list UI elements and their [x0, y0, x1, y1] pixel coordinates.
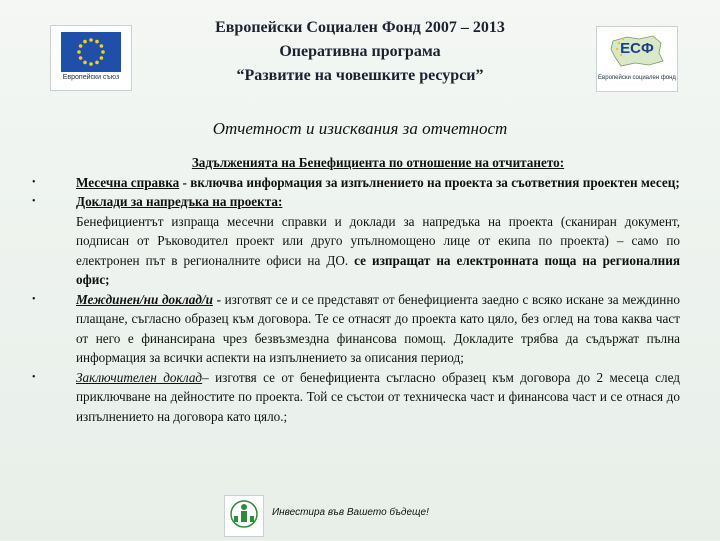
obligations-heading: Задълженията на Бенефициента по отношение на отчитането:	[191, 155, 565, 170]
header-title-line3: “Развитие на човешките ресурси”	[236, 67, 484, 84]
interim-report-separator: -	[212, 291, 221, 307]
header-title-line1: Европейски Социален Фонд 2007 – 2013	[215, 19, 505, 36]
header-title	[140, 16, 580, 88]
interim-report-text: изготвят се и се представят от бенефициента заедно с всяко искане за междинно плащане, съгласно образец към договора. Те се отнасят до проекта като цяло, без оглед на това каква част от него е финансирана чрез безвъзмездна финансова помощ. Докладите трябва да съдържат пълна информация за всички аспекти на изпълнението за описания период;	[76, 291, 680, 365]
esf-logo-text: ЕСФ	[620, 40, 654, 57]
eu-logo	[50, 25, 132, 91]
progress-reports-email-note: се изпращат на електронната поща на регионалния офис;	[76, 252, 680, 287]
op-hrd-logo	[224, 495, 264, 537]
monthly-report-label: Месечна справка	[76, 174, 180, 190]
esf-caption: Европейски социален фонд	[598, 75, 676, 81]
progress-reports-text: Бенефициентът изпраща месечни справки и доклади за напредъка на проекта (сканиран документ, подписан от Ръководител проект или друго упълномощено лице от екипа по проекта) – само по електронен път в регионалните офиси на ДО.	[76, 213, 680, 268]
monthly-report-text: - включва информация за изпълнението на проекта за съответния проектен месец;	[179, 174, 680, 190]
interim-report-label: Междинен/ни доклад/и	[76, 291, 213, 307]
bullet-item-progress-reports	[32, 192, 680, 212]
op-hrd-logo-icon	[225, 496, 263, 536]
slide-subtitle: Отчетност и изисквания за отчетност	[212, 119, 508, 138]
bullet-icon: •	[32, 293, 36, 305]
footer-slogan: Инвестира във Вашето бъдеще!	[272, 507, 429, 518]
bullet-item-interim-report	[32, 290, 680, 368]
header	[0, 0, 720, 110]
bullet-icon: •	[32, 176, 36, 188]
eu-flag-icon	[61, 32, 121, 72]
eu-caption: Европейски съюз	[62, 74, 120, 81]
final-report-label: Заключителен доклад	[76, 369, 203, 385]
header-title-line2: Оперативна програма	[279, 43, 441, 60]
bullet-item-final-report	[32, 368, 680, 427]
bullet-icon: •	[32, 196, 36, 207]
content-body	[32, 153, 680, 426]
progress-reports-label: Доклади за напредъка на проекта	[76, 194, 278, 209]
final-report-text: – изготвя се от бенефициента съгласно образец към договора до 2 месеца след приключване на дейностите по проекта. Той се състои от техническа част и финансова част и се отнася до изпълнението на договора като цяло.;	[76, 369, 680, 424]
esf-logo	[596, 26, 678, 92]
bullet-icon: •	[32, 371, 36, 383]
progress-reports-paragraph	[76, 212, 680, 290]
progress-reports-colon: :	[278, 194, 283, 209]
bullet-item-monthly-report	[32, 173, 680, 193]
